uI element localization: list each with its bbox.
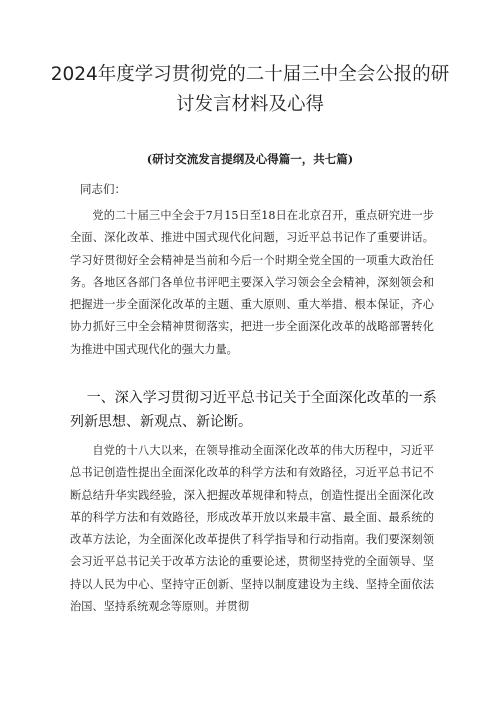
paragraph-1: 党的二十届三中全会于7月15日至18日在北京召开，重点研究进一步全面、深化改革、推进中国式现代化问题，习近平总书记作了重要讲话。学习好贯彻好全会精神是当前和今后一个时期全党全国的一项重大政治任务。各地区各部门各单位书评吧主要深入学习领会全会精神，深刻领会和把握进一步全面深化改革的主题、重大原则、重大举措、根本保证，齐心协力抓好三中全会精神贯彻落实，把进一步全面深化改革的战略部署转化为推进中国式现代化的强大力量。 [70, 209, 434, 356]
greeting: 同志们： [80, 182, 126, 196]
section-heading: 一、深入学习贯彻习近平总书记关于全面深化改革的一系列新思想、新观点、新论断。 [70, 390, 437, 430]
paragraph-2: 自党的十八大以来，在领导推动全面深化改革的伟大历程中，习近平总书记创造性提出全面深化改革的科学方法和有效路径，习近平总书记不断总结升华实践经验，深入把握改革规律和特点，创造性提出全面深化改革的科学方法和有效路径，形成改革开放以来最丰富、最全面、最系统的改革方法论，为全面深化改革提供了科学指导和行动指南。我们要深刻领会习近平总书记关于改革方法论的重要论述，贯彻坚持党的全面领导、坚持以人民为中心、坚持守正创新、坚持以制度建设为主线、坚持全面依法治国、坚持系统观念等原则。并贯彻 [70, 444, 434, 614]
document-title: 2024年度学习贯彻党的二十届三中全会公报的研讨发言材料及心得 [50, 64, 450, 115]
document-subtitle: (研讨交流发言提纲及心得篇一，共七篇) [146, 152, 354, 166]
